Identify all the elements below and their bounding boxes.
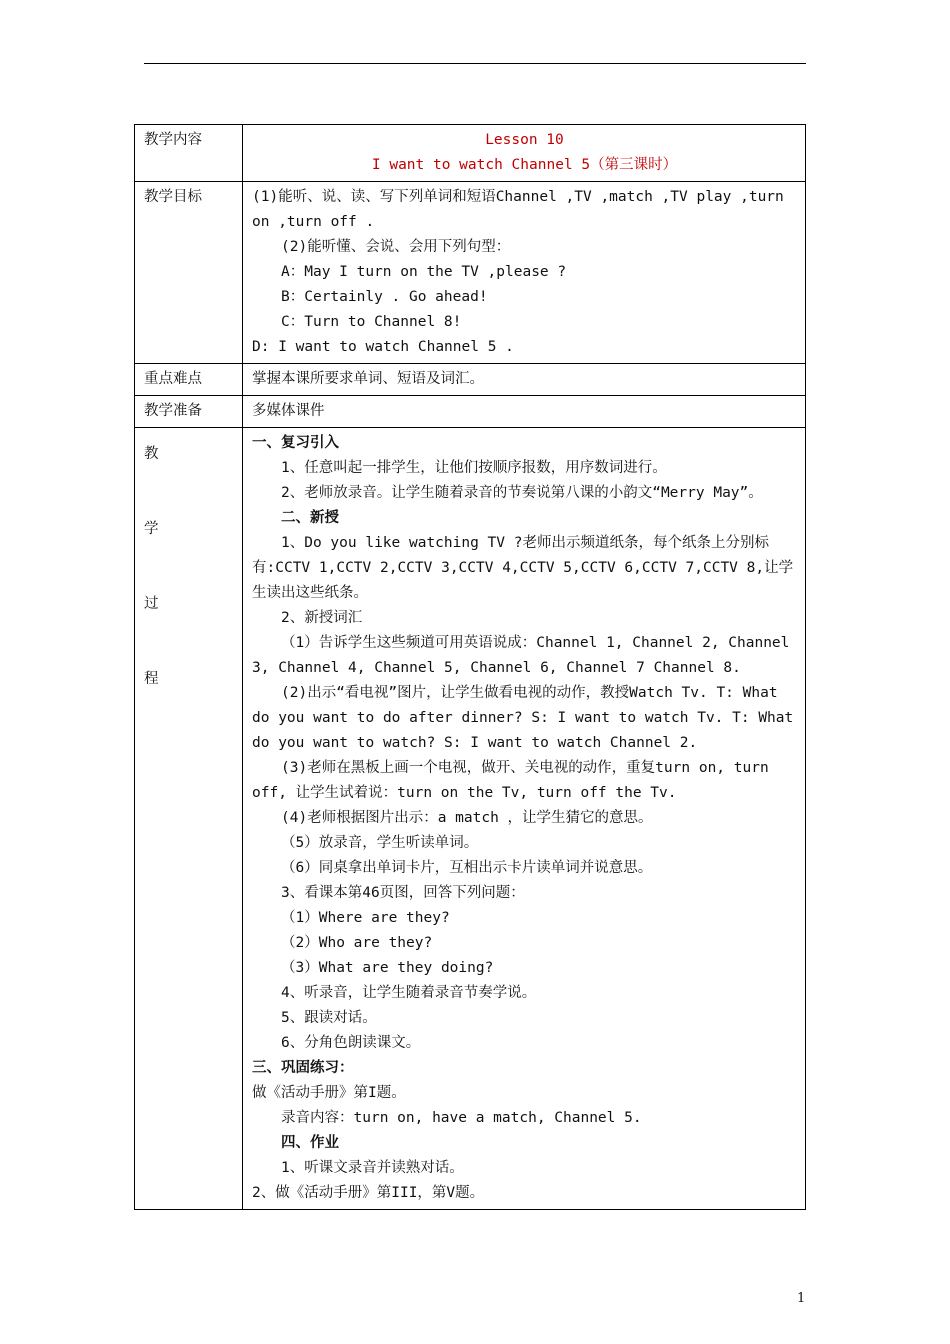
step: 3、看课本第46页图，回答下列问题：	[281, 885, 525, 901]
goal-1: (1)能听、说、读、写下列单词和短语Channel ,TV ,match ,TV play ,turn on ,turn off .	[252, 189, 784, 230]
label-goals: 教学目标	[135, 182, 243, 364]
step: 6、分角色朗读课文。	[281, 1035, 421, 1051]
keypoints-text: 掌握本课所要求单词、短语及词汇。	[243, 364, 806, 396]
label-prep: 教学准备	[135, 396, 243, 428]
step: 2、老师放录音。让学生随着录音的节奏说第八课的小韵文“Merry May”。	[281, 485, 763, 501]
sentence-a: A：May I turn on the TV ,please ?	[281, 264, 567, 280]
sub-step: (4)老师根据图片出示：a match ，让学生猜它的意思。	[281, 810, 653, 826]
section-heading: 四、作业	[281, 1135, 339, 1151]
question: （1）Where are they?	[281, 910, 450, 926]
label-keypoints: 重点难点	[135, 364, 243, 396]
goals-cell	[243, 182, 806, 364]
label-content: 教学内容	[135, 125, 243, 182]
row-goals	[135, 182, 806, 364]
sub-step: （1）告诉学生这些频道可用英语说成：Channel 1, Channel 2, Channel 3, Channel 4, Channel 5, Channel 6, Channel 7 Channel 8.	[252, 635, 790, 676]
sentence-c: C：Turn to Channel 8!	[281, 314, 462, 330]
step: 2、做《活动手册》第III，第V题。	[252, 1185, 485, 1201]
label-process	[135, 428, 243, 1210]
prep-text: 多媒体课件	[243, 396, 806, 428]
question: （3）What are they doing?	[281, 960, 494, 976]
step: 1、听课文录音并读熟对话。	[281, 1160, 464, 1176]
lesson-title	[243, 125, 806, 182]
title-line2: I want to watch Channel 5（第三课时）	[371, 157, 678, 173]
row-keypoints	[135, 364, 806, 396]
row-content	[135, 125, 806, 182]
section-heading: 一、复习引入	[252, 435, 339, 451]
label-process-char: 过	[144, 596, 159, 612]
sub-step: （6）同桌拿出单词卡片，互相出示卡片读单词并说意思。	[281, 860, 653, 876]
page-number: 1	[797, 1291, 806, 1306]
row-process	[135, 428, 806, 1210]
label-process-char: 教	[144, 446, 159, 462]
sub-step: (2)出示“看电视”图片，让学生做看电视的动作，教授Watch Tv. T: What do you want to do after dinner? S: I want to watch Tv. T: What do you want to watch? S: I want to watch Channel 2.	[252, 685, 794, 751]
step: 录音内容：turn on, have a match, Channel 5.	[281, 1110, 642, 1126]
label-process-char: 学	[144, 521, 159, 537]
question: （2）Who are they?	[281, 935, 433, 951]
sub-step: (3)老师在黑板上画一个电视，做开、关电视的动作，重复turn on, turn off, 让学生试着说：turn on the Tv, turn off the Tv.	[252, 760, 769, 801]
lesson-plan-table	[134, 124, 806, 1210]
sub-step: （5）放录音，学生听读单词。	[281, 835, 479, 851]
sentence-b: B：Certainly . Go ahead!	[281, 289, 488, 305]
section-heading: 二、新授	[281, 510, 339, 526]
step: 1、任意叫起一排学生，让他们按顺序报数，用序数词进行。	[281, 460, 667, 476]
title-line1: Lesson 10	[485, 132, 564, 148]
goal-2: (2)能听懂、会说、会用下列句型：	[281, 239, 511, 255]
step: 做《活动手册》第I题。	[252, 1085, 406, 1101]
sentence-d: D: I want to watch Channel 5 .	[252, 339, 514, 355]
step: 5、跟读对话。	[281, 1010, 377, 1026]
step: 1、Do you like watching TV ?老师出示频道纸条，每个纸条上分别标有:CCTV 1,CCTV 2,CCTV 3,CCTV 4,CCTV 5,CCTV 6,CCTV 7,CCTV 8,让学生读出这些纸条。	[252, 535, 794, 601]
section-heading: 三、巩固练习：	[252, 1060, 354, 1076]
header-rule	[144, 63, 806, 64]
row-prep	[135, 396, 806, 428]
label-process-char: 程	[144, 671, 159, 687]
step: 4、听录音，让学生随着录音节奏学说。	[281, 985, 537, 1001]
step: 2、新授词汇	[281, 610, 363, 626]
process-cell	[243, 428, 806, 1210]
